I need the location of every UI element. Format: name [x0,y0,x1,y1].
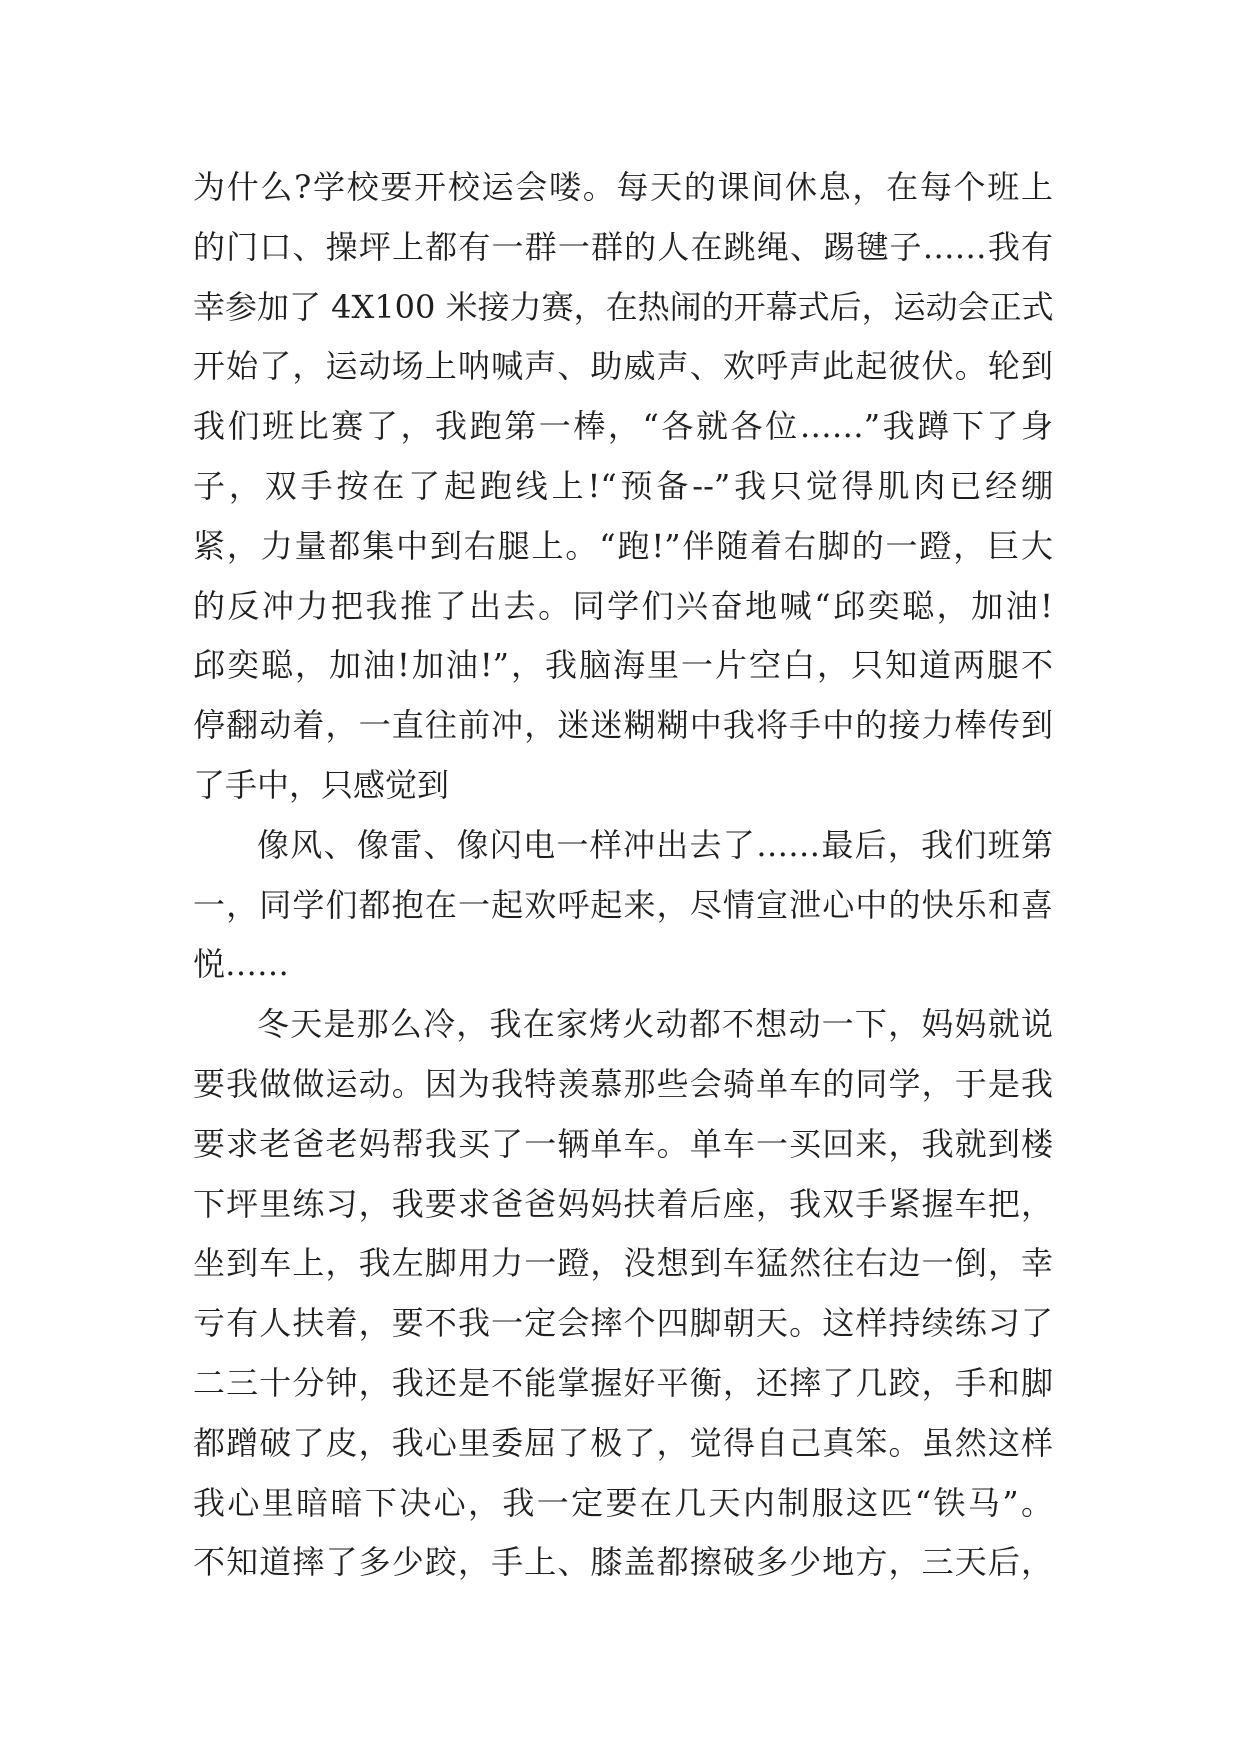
essay-text [193,158,1053,1593]
text-line: 子，双手按在了起跑线上!“预备--”我只觉得肌肉已经绷 [193,466,1053,505]
text-line: 下坪里练习，我要求爸爸妈妈扶着后座，我双手紧握车把， [193,1184,1053,1223]
text-line: 不知道摔了多少跤，手上、膝盖都擦破多少地方，三天后， [193,1543,1053,1582]
text-line: 的反冲力把我推了出去。同学们兴奋地喊“邱奕聪，加油! [193,586,1053,625]
text-line: 冬天是那么冷，我在家烤火动都不想动一下，妈妈就说 [257,1005,1053,1044]
text-line: 为什么?学校要开校运会喽。每天的课间休息，在每个班上 [193,168,1053,206]
text-line: 幸参加了 4X100 米接力赛，在热闹的开幕式后，运动会正式 [193,287,1054,326]
text-line: 了手中，只感觉到 [193,765,450,804]
text-line: 我心里暗暗下决心，我一定要在几天内制服这匹“铁马”。 [193,1483,1053,1522]
text-line: 的门口、操坪上都有一群一群的人在跳绳、踢毽子……我有 [193,227,1053,266]
text-line: 二三十分钟，我还是不能掌握好平衡，还摔了几跤，手和脚 [193,1363,1053,1402]
text-line: 一，同学们都抱在一起欢呼起来，尽情宣泄心中的快乐和喜 [193,885,1053,924]
text-line: 要求老爸老妈帮我买了一辆单车。单车一买回来，我就到楼 [193,1124,1053,1163]
text-line: 亏有人扶着，要不我一定会摔个四脚朝天。这样持续练习了 [193,1304,1053,1343]
text-line: 像风、像雷、像闪电一样冲出去了……最后，我们班第 [257,825,1053,864]
text-line: 停翻动着，一直往前冲，迷迷糊糊中我将手中的接力棒传到 [193,706,1053,745]
text-line: 我们班比赛了，我跑第一棒，“各就各位……”我蹲下了身 [193,407,1053,446]
text-line: 都蹭破了皮，我心里委屈了极了，觉得自己真笨。虽然这样 [193,1423,1053,1462]
text-line: 邱奕聪，加油!加油!”，我脑海里一片空白，只知道两腿不 [193,646,1053,685]
text-line: 坐到车上，我左脚用力一蹬，没想到车猛然往右边一倒，幸 [193,1244,1053,1283]
text-line: 要我做做运动。因为我特羡慕那些会骑单车的同学，于是我 [193,1064,1053,1103]
text-line: 开始了，运动场上呐喊声、助威声、欢呼声此起彼伏。轮到 [193,347,1053,386]
text-line: 悦…… [193,945,290,984]
text-line: 紧，力量都集中到右腿上。“跑!”伴随着右脚的一蹬，巨大 [193,526,1053,565]
